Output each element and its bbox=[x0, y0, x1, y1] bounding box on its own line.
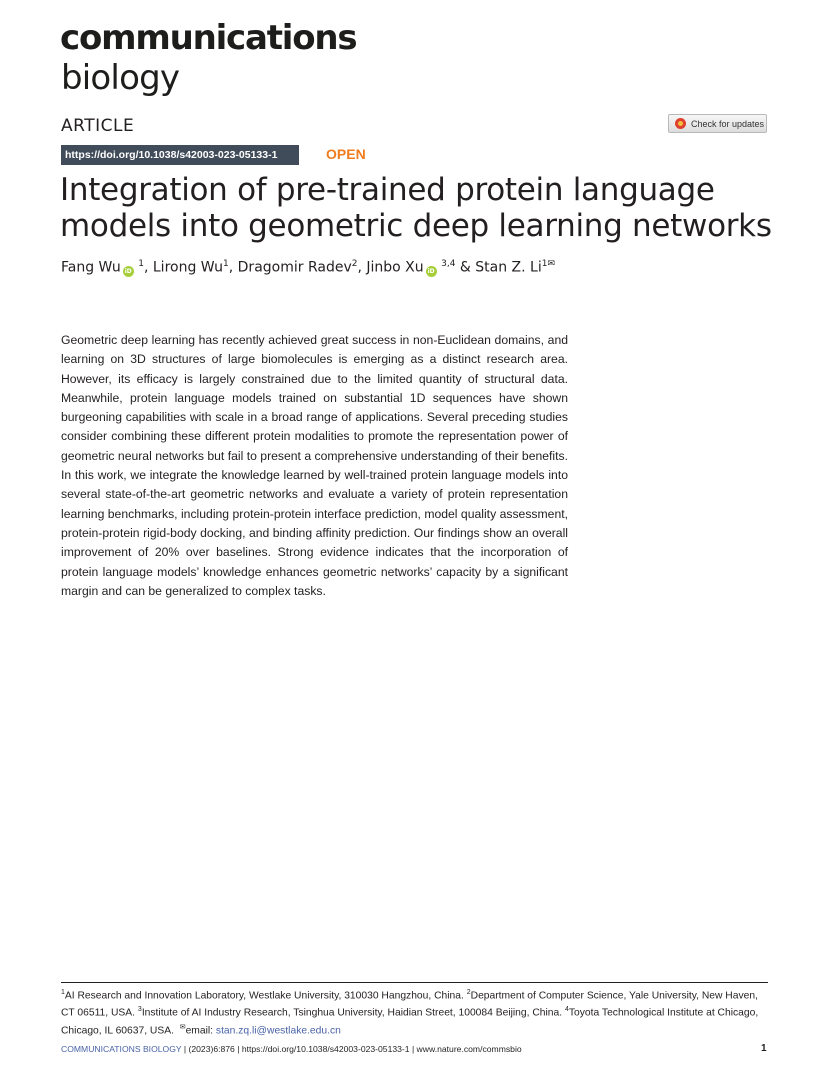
author-affiliation: 1✉ bbox=[541, 259, 556, 269]
author-affiliation: 2 bbox=[351, 259, 358, 269]
author-separator: , bbox=[357, 259, 367, 276]
footer-journal[interactable]: COMMUNICATIONS BIOLOGY bbox=[61, 1044, 182, 1054]
open-access-label: OPEN bbox=[326, 146, 366, 162]
author-affiliation: 3,4 bbox=[441, 259, 456, 269]
check-for-updates-label: Check for updates bbox=[691, 118, 765, 129]
affiliation-text: Department of Computer Science, Yale University, New Haven, CT 06511, USA. bbox=[61, 990, 758, 1019]
crossmark-icon bbox=[675, 118, 686, 129]
affiliation-number: 3 bbox=[137, 1006, 142, 1014]
author-name[interactable]: Lirong Wu bbox=[152, 259, 224, 276]
affiliation-text: Toyota Technological Institute at Chicago, Chicago, IL 60637, USA. bbox=[61, 1007, 759, 1037]
author-list bbox=[61, 259, 555, 277]
orcid-icon[interactable]: iD bbox=[124, 267, 132, 275]
check-for-updates-button[interactable] bbox=[668, 114, 767, 133]
journal-logo-line1: communications bbox=[60, 18, 357, 58]
article-type: ARTICLE bbox=[61, 116, 135, 136]
article-title: Integration of pre-trained protein language models into geometric deep learning networks bbox=[60, 172, 772, 244]
page-footer bbox=[61, 1044, 522, 1054]
abstract: Geometric deep learning has recently achieved great success in non-Euclidean domains, and learning on 3D structures of large biomolecules is emerging as a distinct research area. However, its efficacy is largely constrained due to the limited quantity of structural data. Meanwhile, protein language models trained on substantial 1D sequences have shown burgeoning capabilities with scale in a broad range of applications. Several preceding studies consider combining these different protein modalities to promote the representation power of geometric neural networks but fail to present a comprehensive understanding of their benefits. In this work, we integrate the knowledge learned by well-trained protein language models into several state-of-the-art geometric networks and evaluate a variety of protein representation learning benchmarks, including protein-protein interface prediction, model quality assessment, protein-protein rigid-body docking, and binding affinity prediction. Our findings show an overall improvement of 20% over baselines. Strong evidence indicates that the incorporation of protein language models’ knowledge enhances geometric networks’ capacity by a significant margin and can be generalized to complex tasks. bbox=[61, 333, 568, 598]
page-number: 1 bbox=[761, 1043, 767, 1054]
orcid-icon[interactable]: iD bbox=[427, 267, 435, 275]
author-name[interactable]: Jinbo Xu bbox=[366, 259, 424, 276]
email-label: email: bbox=[185, 1025, 214, 1037]
author-separator: , bbox=[228, 259, 238, 276]
doi-link[interactable]: https://doi.org/10.1038/s42003-023-05133-1 bbox=[61, 145, 299, 165]
affiliation-text: AI Research and Innovation Laboratory, Westlake University, 310030 Hangzhou, China. bbox=[64, 990, 464, 1002]
author-separator: & bbox=[455, 259, 476, 276]
affiliation-number: 2 bbox=[466, 989, 471, 996]
author-affiliation: 1 bbox=[223, 259, 229, 269]
footnote-divider bbox=[61, 982, 768, 983]
email-link[interactable]: stan.zq.li@westlake.edu.cn bbox=[215, 1025, 341, 1037]
author-affiliation: 1 bbox=[138, 259, 144, 269]
journal-logo-line2: biology bbox=[61, 58, 180, 98]
author-name[interactable]: Fang Wu bbox=[61, 259, 121, 276]
footer-citation: | (2023)6:876 | https://doi.org/10.1038/s42003-023-05133-1 | www.nature.com/commsbio bbox=[183, 1044, 522, 1054]
author-name[interactable]: Stan Z. Li bbox=[475, 259, 542, 276]
envelope-icon: ✉ bbox=[179, 1023, 186, 1031]
affiliation-number: 1 bbox=[61, 989, 65, 996]
author-name[interactable]: Dragomir Radev bbox=[237, 259, 352, 276]
affiliation-number: 4 bbox=[565, 1006, 569, 1014]
affiliation-text: Institute of AI Industry Research, Tsinghua University, Haidian Street, 100084 Beijing, China. bbox=[141, 1007, 563, 1019]
affiliations bbox=[61, 986, 769, 1038]
author-separator: , bbox=[143, 259, 153, 276]
